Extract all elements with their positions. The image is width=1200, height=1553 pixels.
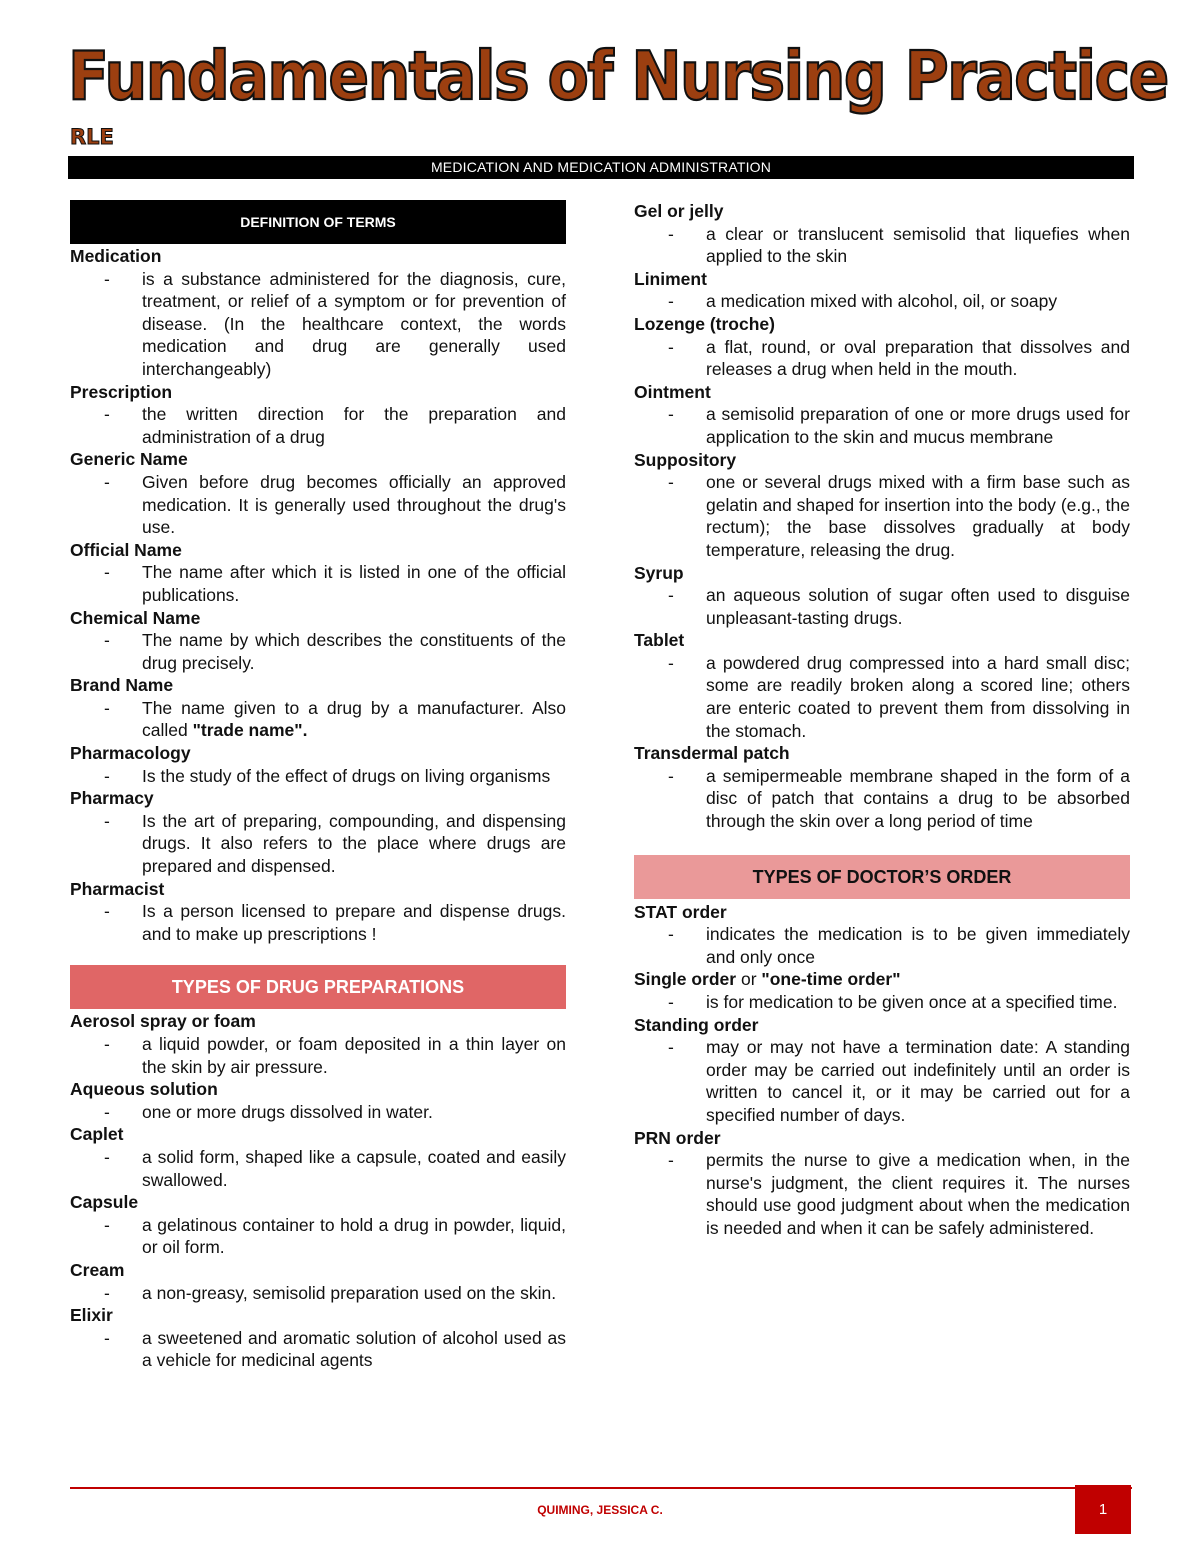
term-elixir: Elixir <box>70 1305 113 1326</box>
def-caplet: - a solid form, shaped like a capsule, coated and easily swallowed. <box>104 1146 566 1190</box>
def-tablet: - a powdered drug compressed into a hard small disc; some are readily broken along a scored line; others are enteric coated to prevent them from dissolving in the stomach. <box>668 652 1130 741</box>
term-pharmacy: Pharmacy <box>70 788 154 809</box>
page-subtitle: RLE <box>70 125 114 149</box>
term-transdermal-patch: Transdermal patch <box>634 743 790 764</box>
term-medication: Medication <box>70 246 162 266</box>
term-brand-name: Brand Name <box>70 675 174 696</box>
term-official-name: Official Name <box>70 539 182 560</box>
term-pharmacology: Pharmacology <box>70 743 191 764</box>
right-column <box>634 200 1130 1240</box>
def-aqueous-solution: - one or more drugs dissolved in water. <box>104 1101 433 1122</box>
term-capsule: Capsule <box>70 1192 139 1213</box>
def-lozenge: - a flat, round, or oval preparation that dissolves and releases a drug when held in the mouth. <box>668 336 1130 380</box>
def-prn-order: - permits the nurse to give a medication when, in the nurse's judgment, the client requires it. The nurses should use good judgment about when the medication is needed and when it can be safely administered. <box>668 1150 1130 1238</box>
def-elixir: - a sweetened and aromatic solution of alcohol used as a vehicle for medicinal agents <box>104 1327 566 1371</box>
term-prn-order: PRN order <box>634 1127 721 1148</box>
definition-of-terms-heading: DEFINITION OF TERMS <box>70 200 566 244</box>
def-gel: - a clear or translucent semisolid that liquefies when applied to the skin <box>668 223 1130 267</box>
term-cream: Cream <box>70 1259 125 1280</box>
term-gel: Gel or jelly <box>634 201 724 221</box>
term-pharmacist: Pharmacist <box>70 878 165 899</box>
term-prescription: Prescription <box>70 381 173 402</box>
footer-author: QUIMING, JESSICA C. <box>537 1503 663 1517</box>
def-generic-name: - Given before drug becomes officially an approved medication. It is generally used throughout the drug's use. <box>104 471 566 538</box>
term-suppository: Suppository <box>634 449 737 470</box>
term-ointment: Ointment <box>634 381 711 402</box>
def-pharmacology: - Is the study of the effect of drugs on living organisms <box>104 765 551 786</box>
def-liniment: - a medication mixed with alcohol, oil, or soapy <box>668 291 1058 312</box>
footer-divider <box>70 1487 1132 1489</box>
def-brand-name: - The name given to a drug by a manufacturer. Also called "trade name". <box>104 697 566 741</box>
def-official-name: - The name after which it is listed in one of the official publications. <box>104 562 566 605</box>
topic-banner: MEDICATION AND MEDICATION ADMINISTRATION <box>68 156 1134 179</box>
def-pharmacy: - Is the art of preparing, compounding, and dispensing drugs. It also refers to the place where drugs are prepared and dispensed. <box>104 810 566 877</box>
def-cream: - a non-greasy, semisolid preparation used on the skin. <box>104 1282 557 1303</box>
term-standing-order: Standing order <box>634 1014 759 1035</box>
term-chemical-name: Chemical Name <box>70 607 201 628</box>
def-single-order: - is for medication to be given once at a specified time. <box>668 992 1118 1012</box>
def-standing-order: - may or may not have a termination date: A standing order may be carried out indefinitely until an order is written to cancel it, or it may be carried out for a specified number of days. <box>668 1037 1130 1125</box>
term-aqueous-solution: Aqueous solution <box>70 1079 218 1100</box>
def-suppository: - one or several drugs mixed with a firm base such as gelatin and shaped for insertion into the body (e.g., the rectum); the base dissolves gradually at body temperature, releasing the drug. <box>668 472 1130 560</box>
def-pharmacist: - Is a person licensed to prepare and dispense drugs. and to make up prescriptions ! <box>104 901 566 944</box>
drug-preparations-heading: TYPES OF DRUG PREPARATIONS <box>70 965 566 1009</box>
def-capsule: - a gelatinous container to hold a drug in powder, liquid, or oil form. <box>104 1214 566 1258</box>
doctors-order-heading: TYPES OF DOCTOR’S ORDER <box>634 855 1130 899</box>
def-aerosol: - a liquid powder, or foam deposited in a thin layer on the skin by air pressure. <box>104 1034 566 1077</box>
term-syrup: Syrup <box>634 562 684 583</box>
term-liniment: Liniment <box>634 268 707 289</box>
term-lozenge: Lozenge (troche) <box>634 313 775 334</box>
def-chemical-name: - The name by which describes the constituents of the drug precisely. <box>104 630 566 673</box>
term-single-order: Single order or "one-time order" <box>634 969 901 990</box>
def-medication: - is a substance administered for the diagnosis, cure, treatment, or relief of a symptom or for prevention of disease. (In the healthcare context, the words medication and drug are generally used interchangeably) <box>104 268 566 379</box>
def-stat-order: - indicates the medication is to be given immediately and only once <box>668 924 1130 967</box>
def-syrup: - an aqueous solution of sugar often used to disguise unpleasant-tasting drugs. <box>668 585 1130 628</box>
def-prescription: - the written direction for the preparation and administration of a drug <box>104 404 566 447</box>
term-stat-order: STAT order <box>634 901 727 922</box>
left-column <box>70 200 566 1372</box>
term-generic-name: Generic Name <box>70 449 188 470</box>
term-tablet: Tablet <box>634 630 685 651</box>
def-ointment: - a semisolid preparation of one or more drugs used for application to the skin and mucus membrane <box>668 404 1130 447</box>
term-aerosol: Aerosol spray or foam <box>70 1011 256 1032</box>
page-title: Fundamentals of Nursing Practice <box>68 37 1168 116</box>
term-caplet: Caplet <box>70 1124 124 1145</box>
def-transdermal-patch: - a semipermeable membrane shaped in the form of a disc of patch that contains a drug to be absorbed through the skin over a long period of time <box>668 765 1130 832</box>
page-number: 1 <box>1075 1485 1131 1534</box>
